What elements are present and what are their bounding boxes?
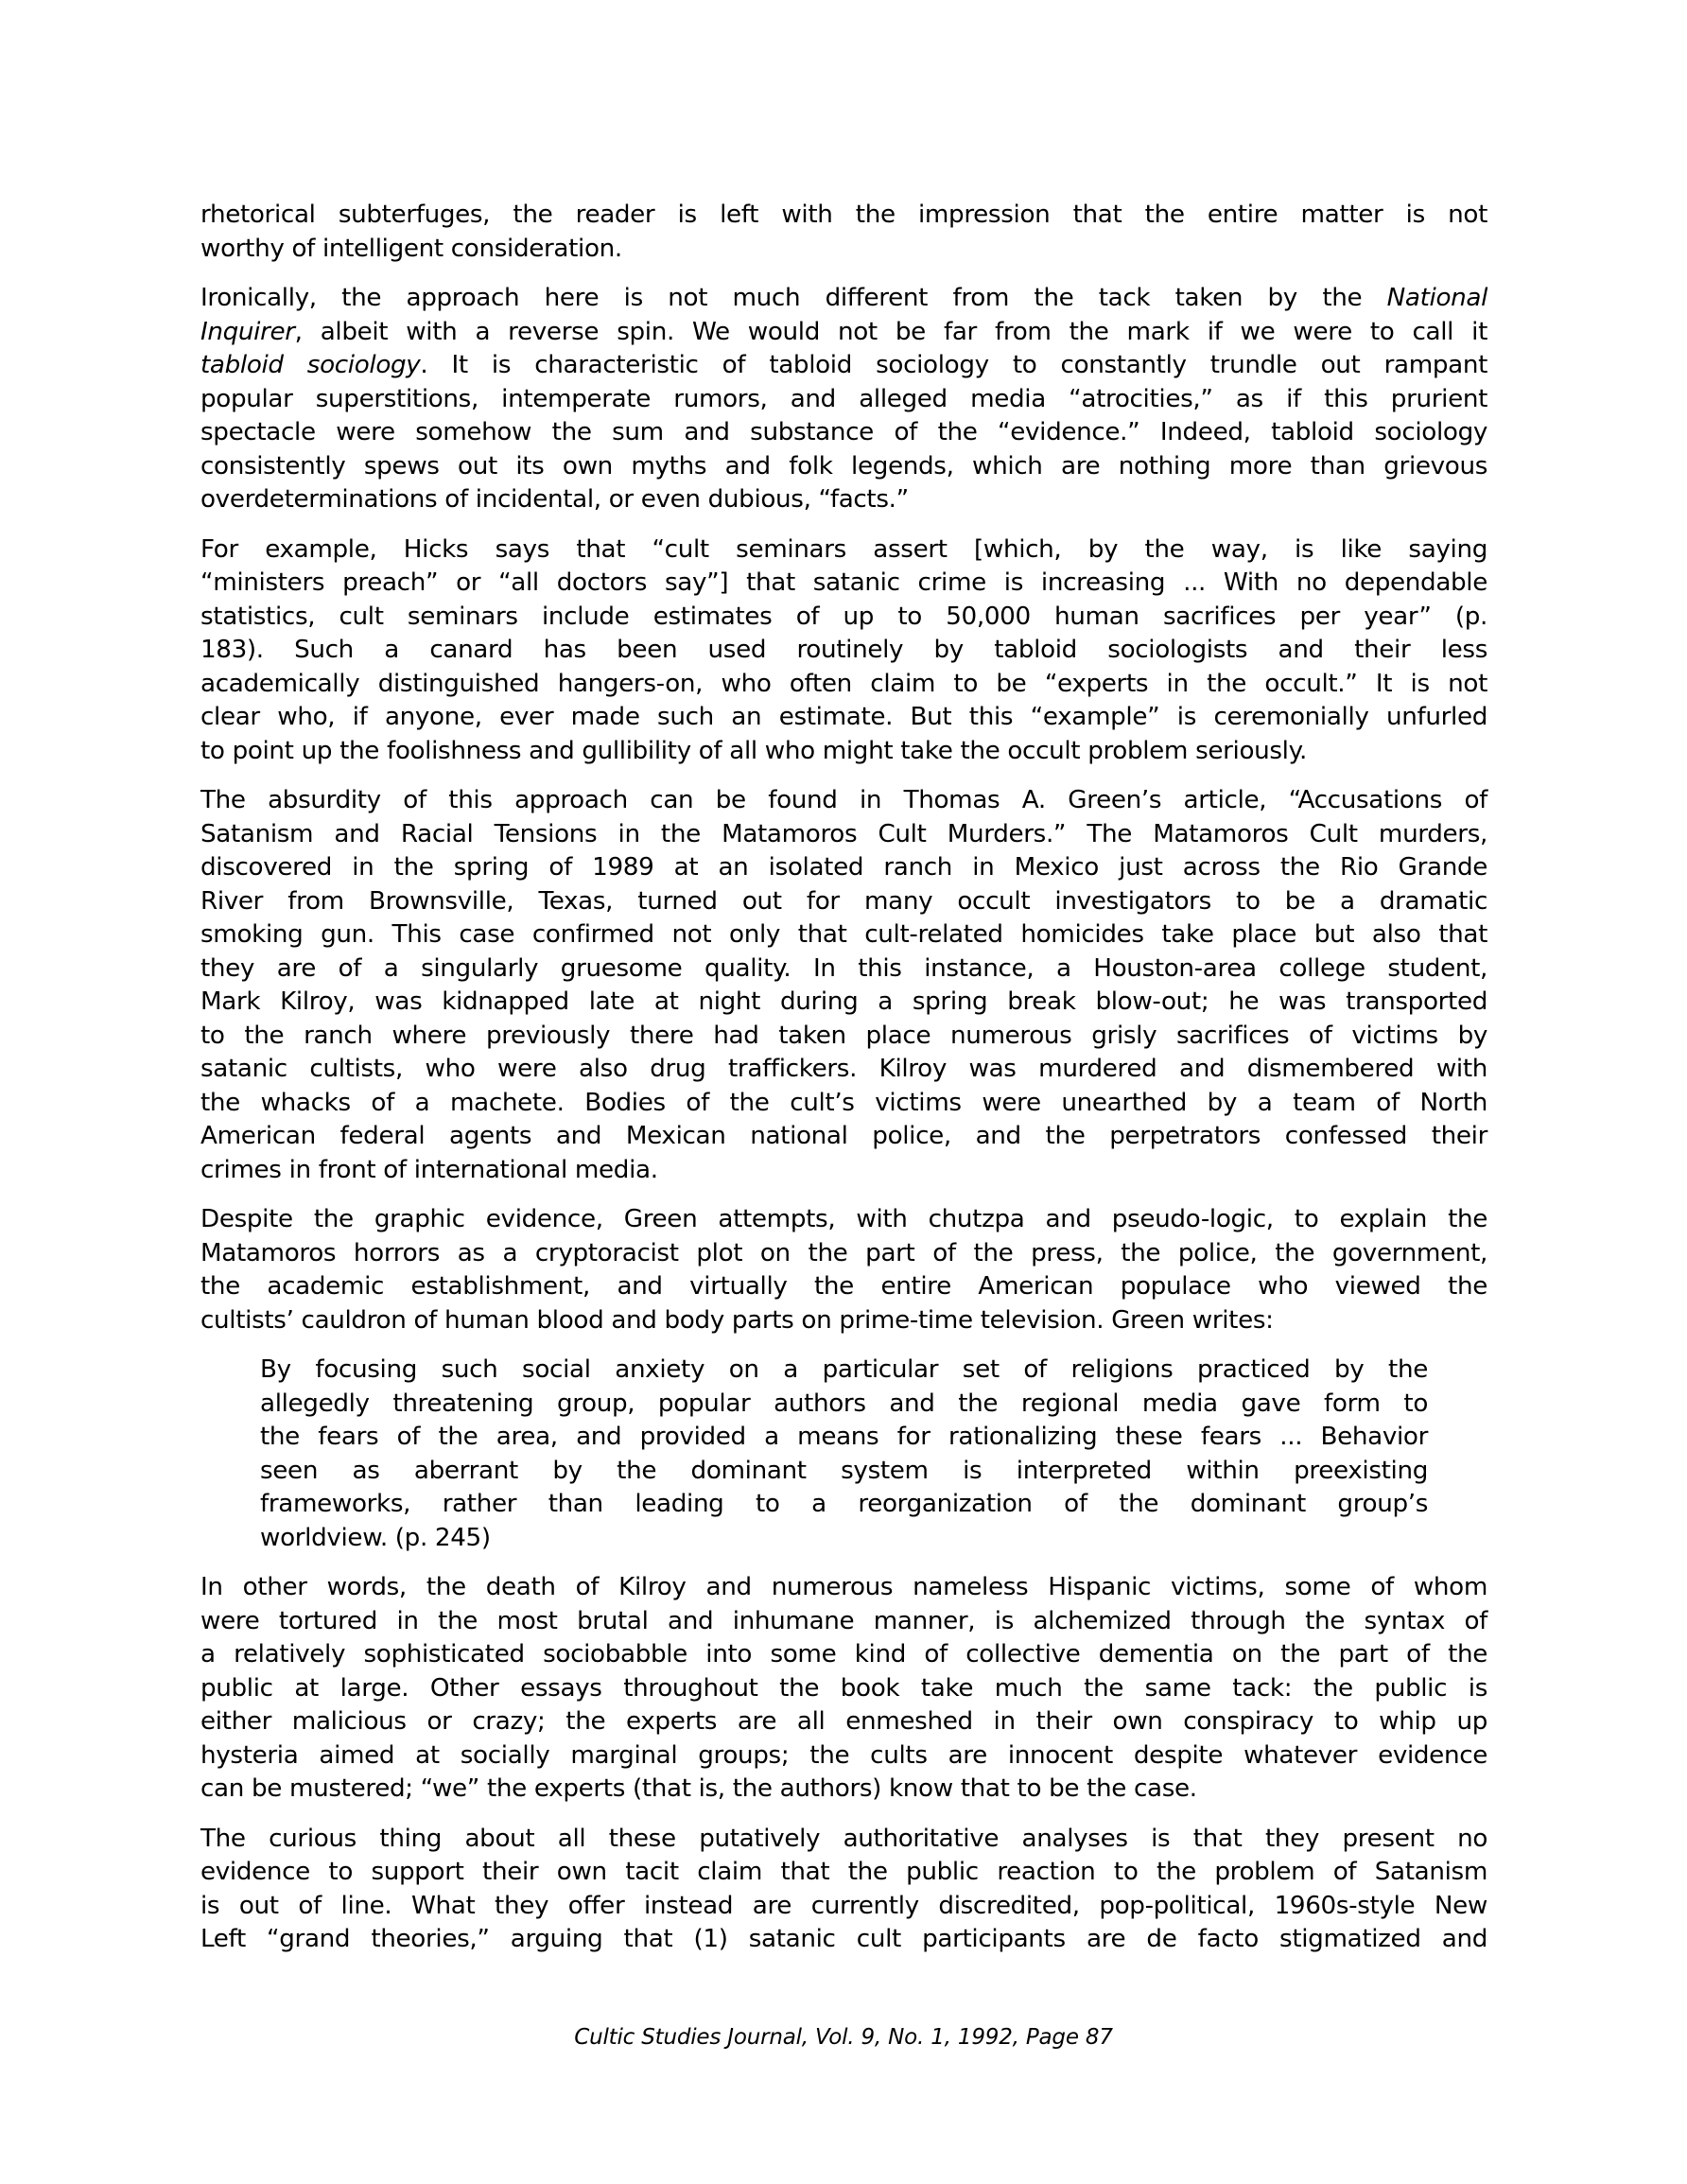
text-line: crimes in front of international media. <box>200 1155 658 1184</box>
text-line: popular superstitions, intemperate rumors, and alleged media “atrocities,” as if this prurient <box>200 384 1487 413</box>
text-line: In other words, the death of Kilroy and numerous nameless Hispanic victims, some of whom <box>200 1573 1487 1601</box>
paragraph-1 <box>200 199 1487 266</box>
text-line <box>200 316 1487 350</box>
text-line: hysteria aimed at socially marginal groups; the cults are innocent despite whatever evidence <box>200 1740 1487 1770</box>
text-line: worthy of intelligent consideration. <box>200 234 622 263</box>
paragraph-7 <box>200 1823 1487 1957</box>
text-line: were tortured in the most brutal and inhumane manner, is alchemized through the syntax of <box>200 1606 1487 1635</box>
text-line: public at large. Other essays throughout the book take much the same tack: the public is <box>200 1673 1487 1703</box>
paragraph-2 <box>200 282 1487 517</box>
text-line: Satanism and Racial Tensions in the Matamoros Cult Murders.” The Matamoros Cult murders, <box>200 819 1487 848</box>
text-line: to the ranch where previously there had taken place numerous grisly sacrifices of victims by <box>200 1021 1487 1050</box>
text-line: the whacks of a machete. Bodies of the cult’s victims were unearthed by a team of North <box>200 1088 1487 1117</box>
text-line: spectacle were somehow the sum and substance of the “evidence.” Indeed, tabloid sociology <box>200 418 1487 446</box>
text-line: Mark Kilroy, was kidnapped late at night during a spring break blow-out; he was transported <box>200 987 1487 1016</box>
text-segment: Ironically, the approach here is not much different from the tack taken by the <box>200 284 1387 312</box>
text-line: Despite the graphic evidence, Green attempts, with chutzpa and pseudo-logic, to explain the <box>200 1205 1487 1233</box>
text-line: Matamoros horrors as a cryptoracist plot on the part of the press, the police, the government, <box>200 1238 1487 1267</box>
text-line: cultists’ cauldron of human blood and body parts on prime-time television. Green writes: <box>200 1305 1274 1335</box>
text-line <box>200 282 1487 316</box>
text-line: evidence to support their own tacit claim that the public reaction to the problem of Satanism <box>200 1858 1487 1886</box>
text-line <box>200 349 1487 383</box>
text-line: smoking gun. This case confirmed not only that cult-related homicides take place but also that <box>200 920 1487 949</box>
text-line: River from Brownsville, Texas, turned out for many occult investigators to be a dramatic <box>200 886 1487 916</box>
text-line: the fears of the area, and provided a means for rationalizing these fears ... Behavior <box>260 1423 1428 1451</box>
text-line: they are of a singularly gruesome quality. In this instance, a Houston-area college student, <box>200 953 1487 983</box>
text-line: can be mustered; “we” the experts (that is, the authors) know that to be the case. <box>200 1774 1197 1803</box>
text-line: The absurdity of this approach can be found in Thomas A. Green’s article, “Accusations of <box>200 786 1487 814</box>
text-line: worldview. (p. 245) <box>260 1523 491 1552</box>
paragraph-3 <box>200 533 1487 769</box>
text-segment: , albeit with a reverse spin. We would not be far from the mark if we were to call it <box>294 317 1487 346</box>
page-footer-citation: Cultic Studies Journal, Vol. 9, No. 1, 1992, Page 87 <box>574 2025 1113 2050</box>
text-line: The curious thing about all these putatively authoritative analyses is that they present no <box>200 1824 1487 1853</box>
text-line: academically distinguished hangers-on, who often claim to be “experts in the occult.” It is not <box>200 669 1487 698</box>
text-line: discovered in the spring of 1989 at an isolated ranch in Mexico just across the Rio Grande <box>200 853 1487 882</box>
italic-term-tabloid-sociology: tabloid sociology <box>200 351 421 379</box>
blockquote <box>260 1354 1428 1555</box>
text-line: overdeterminations of incidental, or even dubious, “facts.” <box>200 485 909 514</box>
text-line: Left “grand theories,” arguing that (1) satanic cult participants are de facto stigmatized and <box>200 1925 1487 1953</box>
text-line: is out of line. What they offer instead are currently discredited, pop-political, 1960s-style New <box>200 1891 1487 1920</box>
text-line: a relatively sophisticated sociobabble into some kind of collective dementia on the part of the <box>200 1640 1487 1669</box>
text-line: statistics, cult seminars include estimates of up to 50,000 human sacrifices per year” (p. <box>200 602 1487 631</box>
text-line: consistently spews out its own myths and folk legends, which are nothing more than grievous <box>200 451 1487 480</box>
text-line: 183). Such a canard has been used routinely by tabloid sociologists and their less <box>200 636 1487 664</box>
paragraph-4 <box>200 784 1487 1187</box>
text-line: For example, Hicks says that “cult seminars assert [which, by the way, is like saying <box>200 534 1487 564</box>
paragraph-5 <box>200 1203 1487 1337</box>
text-segment: . It is characteristic of tabloid sociology to constantly trundle out rampant <box>420 351 1487 379</box>
text-line: to point up the foolishness and gullibility of all who might take the occult problem seriously. <box>200 736 1307 765</box>
text-line: rhetorical subterfuges, the reader is left with the impression that the entire matter is not <box>200 201 1487 229</box>
text-line: allegedly threatening group, popular authors and the regional media gave form to <box>260 1389 1428 1418</box>
paragraph-6 <box>200 1571 1487 1807</box>
page-body <box>200 199 1487 1973</box>
text-line: clear who, if anyone, ever made such an estimate. But this “example” is ceremonially unfurled <box>200 703 1487 731</box>
text-line: satanic cultists, who were also drug traffickers. Kilroy was murdered and dismembered with <box>200 1055 1487 1083</box>
text-line: either malicious or crazy; the experts are all enmeshed in their own conspiracy to whip up <box>200 1707 1487 1736</box>
italic-title-inquirer: Inquirer <box>200 317 295 346</box>
text-line: “ministers preach” or “all doctors say”] that satanic crime is increasing ... With no dependable <box>200 568 1487 597</box>
text-line: seen as aberrant by the dominant system is interpreted within preexisting <box>260 1456 1428 1485</box>
text-line: By focusing such social anxiety on a particular set of religions practiced by the <box>260 1355 1428 1384</box>
text-line: the academic establishment, and virtually the entire American populace who viewed the <box>200 1272 1487 1301</box>
italic-title-national: National <box>1386 284 1487 312</box>
text-line: frameworks, rather than leading to a reorganization of the dominant group’s <box>260 1490 1428 1518</box>
text-line: American federal agents and Mexican national police, and the perpetrators confessed their <box>200 1122 1487 1150</box>
